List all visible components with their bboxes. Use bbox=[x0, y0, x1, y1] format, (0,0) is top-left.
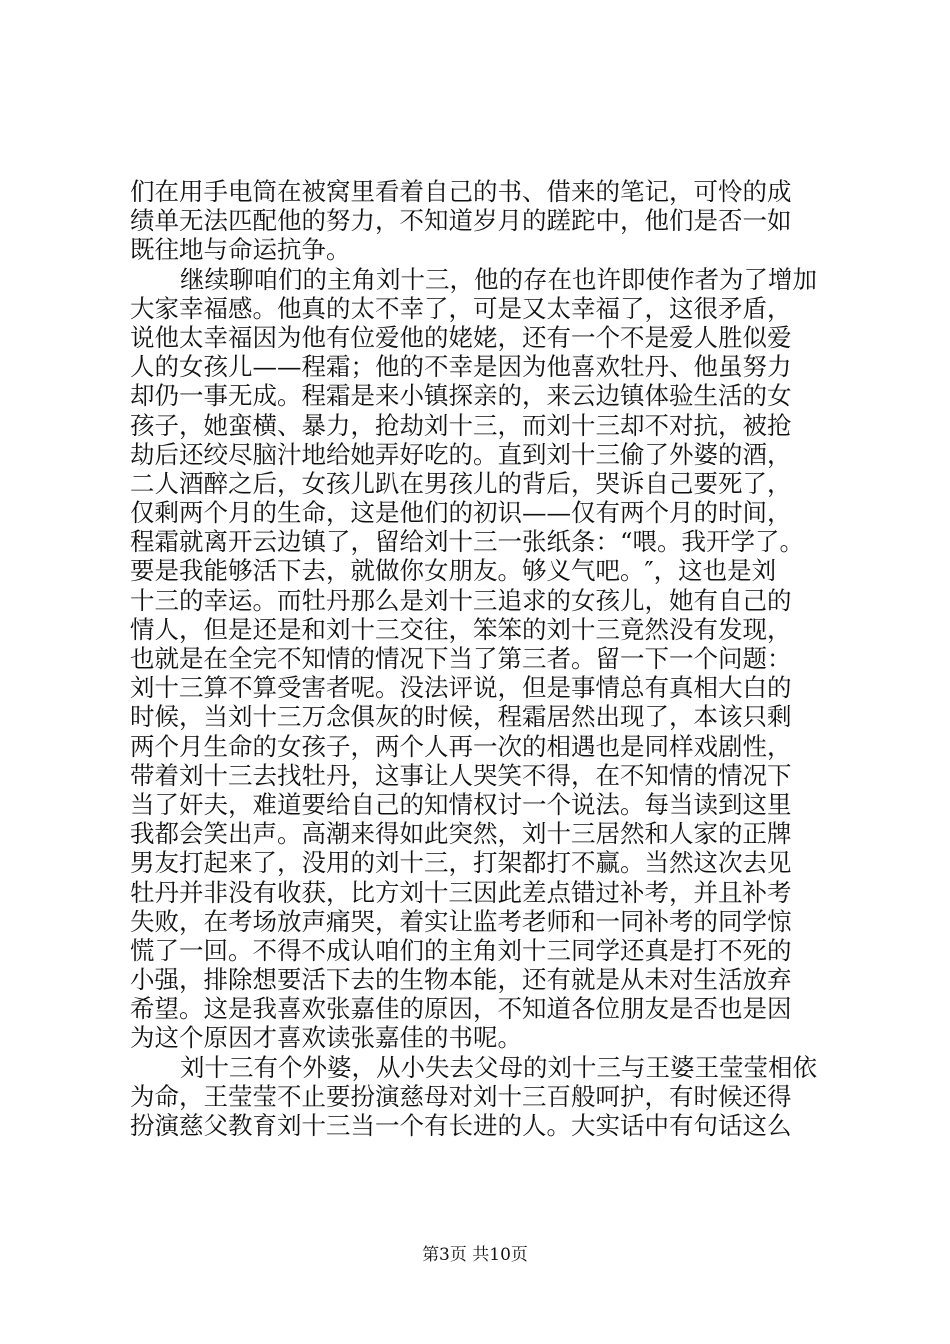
text-line: 十三的幸运。而牡丹那么是刘十三追求的女孩儿，她有自己的 bbox=[130, 585, 792, 615]
text-line: 当了奸夫，难道要给自己的知情权讨一个说法。每当读到这里 bbox=[130, 789, 792, 819]
text-line: 扮演慈父教育刘十三当一个有长进的人。大实话中有句话这么 bbox=[130, 1111, 792, 1140]
text-line: 两个月生命的女孩子，两个人再一次的相遇也是同样戏剧性， bbox=[130, 731, 792, 761]
text-line: 带着刘十三去找牡丹，这事让人哭笑不得，在不知情的情况下 bbox=[130, 760, 792, 790]
text-line: 为这个原因才喜欢读张嘉佳的书呢。 bbox=[130, 1023, 522, 1053]
text-line: 二人酒醉之后，女孩儿趴在男孩儿的背后，哭诉自己要死了， bbox=[130, 468, 792, 498]
text-line: 也就是在全完不知情的情况下当了第三者。留一下一个问题： bbox=[130, 644, 792, 673]
text-line: 却仍一事无成。程霜是来小镇探亲的，来云边镇体验生活的女 bbox=[130, 381, 792, 411]
page-footer: 第3页 共10页 bbox=[422, 1245, 528, 1265]
text-line: 失败，在考场放声痛哭，着实让监考老师和一同补考的同学惊 bbox=[130, 906, 792, 936]
text-line: 刘十三算不算受害者呢。没法评说，但是事情总有真相大白的 bbox=[130, 673, 792, 703]
text-line: 说他太幸福因为他有位爱他的姥姥，还有一个不是爱人胜似爱 bbox=[130, 322, 792, 352]
text-line: 既往地与命运抗争。 bbox=[130, 235, 351, 265]
text-line: 继续聊咱们的主角刘十三，他的存在也许即使作者为了增加 bbox=[180, 264, 817, 294]
text-line: 我都会笑出声。高潮来得如此突然，刘十三居然和人家的正牌 bbox=[130, 819, 792, 849]
document-body bbox=[130, 177, 850, 1140]
text-line: 刘十三有个外婆，从小失去父母的刘十三与王婆王莹莹相依 bbox=[180, 1052, 817, 1082]
text-line: 大家幸福感。他真的太不幸了，可是又太幸福了，这很矛盾， bbox=[130, 293, 792, 323]
text-line: 程霜就离开云边镇了，留给刘十三一张纸条：“喂。我开学了。 bbox=[130, 527, 805, 557]
text-line: 人的女孩儿——程霜；他的不幸是因为他喜欢牡丹、他虽努力 bbox=[130, 352, 792, 382]
text-line: 仅剩两个月的生命，这是他们的初识——仅有两个月的时间， bbox=[130, 498, 792, 528]
text-line: 慌了一回。不得不成认咱们的主角刘十三同学还真是打不死的 bbox=[130, 935, 792, 965]
text-line: 为命，王莹莹不止要扮演慈母对刘十三百般呵护，有时候还得 bbox=[130, 1081, 792, 1111]
text-line: 希望。这是我喜欢张嘉佳的原因，不知道各位朋友是否也是因 bbox=[130, 994, 792, 1024]
text-line: 们在用手电筒在被窝里看着自己的书、借来的笔记，可怜的成 bbox=[130, 177, 792, 206]
text-line: 牡丹并非没有收获，比方刘十三因此差点错过补考，并且补考 bbox=[130, 877, 792, 907]
text-line: 孩子，她蛮横、暴力，抢劫刘十三，而刘十三却不对抗，被抢 bbox=[130, 410, 792, 440]
text-line: 要是我能够活下去，就做你女朋友。够义气吧。″，这也是刘 bbox=[130, 556, 777, 586]
text-line: 男友打起来了，没用的刘十三，打架都打不赢。当然这次去见 bbox=[130, 848, 792, 878]
text-line: 小强，排除想要活下去的生物本能，还有就是从未对生活放弃 bbox=[130, 965, 792, 995]
text-line: 绩单无法匹配他的努力，不知道岁月的蹉跎中，他们是否一如 bbox=[130, 206, 792, 236]
text-line: 情人，但是还是和刘十三交往，笨笨的刘十三竟然没有发现， bbox=[130, 614, 792, 644]
text-line: 时候，当刘十三万念俱灰的时候，程霜居然出现了，本该只剩 bbox=[130, 702, 792, 732]
text-line: 劫后还绞尽脑汁地给她弄好吃的。直到刘十三偷了外婆的酒， bbox=[130, 439, 792, 469]
